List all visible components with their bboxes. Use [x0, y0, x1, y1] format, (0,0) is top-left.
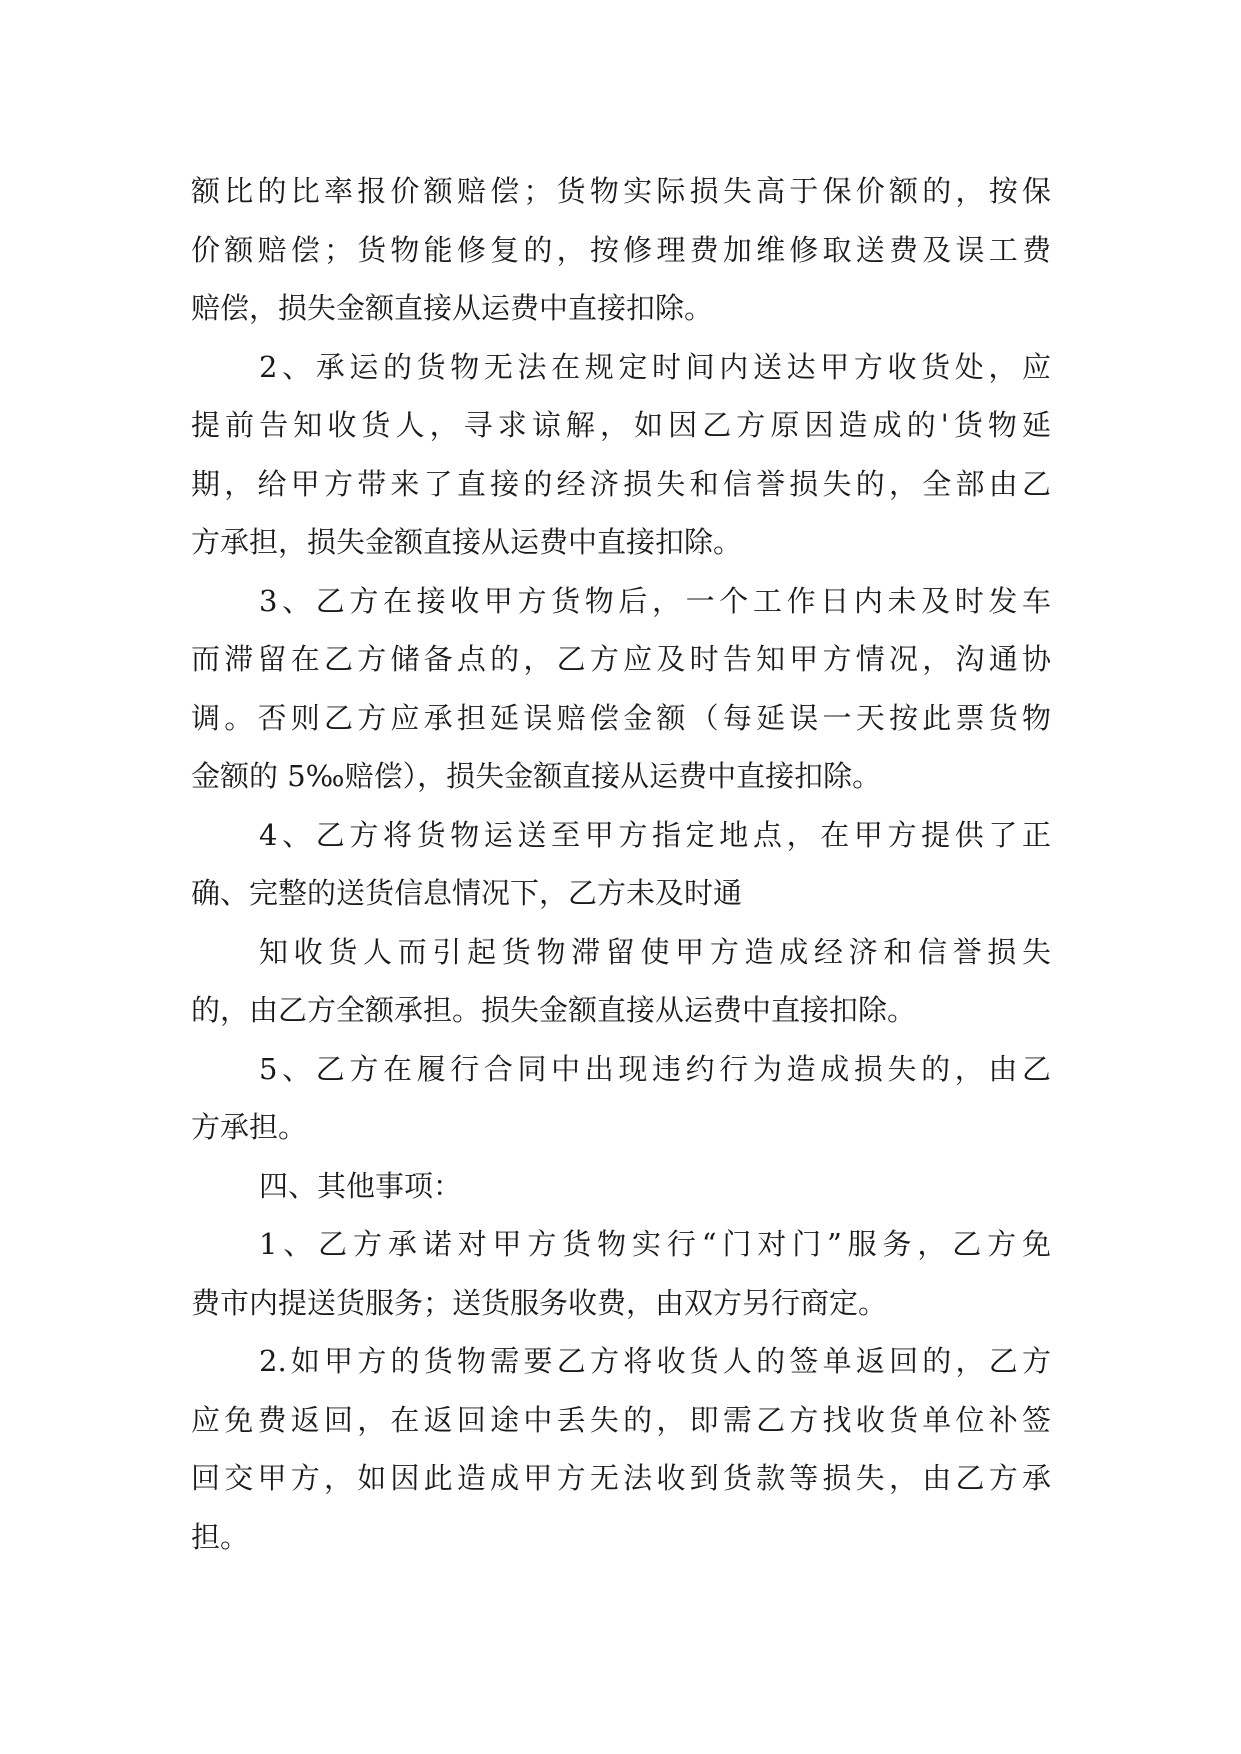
text-line: 方承担。: [191, 1110, 308, 1144]
para-clause-2-delay: [191, 338, 1051, 572]
para-clause-4-delivery: [191, 806, 1051, 923]
text-line: 担。: [191, 1519, 250, 1554]
text-line: 2、承运的货物无法在规定时间内送达甲方收货处，应: [259, 349, 1051, 384]
document-body: [191, 162, 1051, 1566]
para-compensation-tail: [191, 162, 1051, 338]
text-line: 确、完整的送货信息情况下，乙方未及时通: [191, 876, 743, 910]
text-line: 2.如甲方的货物需要乙方将收货人的签单返回的，乙方: [259, 1344, 1051, 1378]
text-line: 知收货人而引起货物滞留使甲方造成经济和信誉损失: [259, 934, 1051, 969]
para-clause-5-breach: [191, 1040, 1051, 1157]
text-line: 3、乙方在接收甲方货物后，一个工作日内未及时发车: [259, 583, 1051, 618]
text-line: 的，由乙方全额承担。损失金额直接从运费中直接扣除。: [191, 993, 917, 1027]
para-clause-4-continued: [191, 923, 1051, 1040]
text-line: 方承担，损失金额直接从运费中直接扣除。: [191, 525, 743, 559]
para-clause-3-departure: [191, 572, 1051, 806]
text-line: 期，给甲方带来了直接的经济损失和信誉损失的，全部由乙: [191, 466, 1051, 501]
text-line: 提前告知收货人，寻求谅解，如因乙方原因造成的'货物延: [191, 408, 1051, 442]
text-line: 调。否则乙方应承担延误赔偿金额（每延误一天按此票货物: [191, 700, 1051, 735]
text-line: 回交甲方，如因此造成甲方无法收到货款等损失，由乙方承: [191, 1461, 1051, 1495]
text-line: 赔偿，损失金额直接从运费中直接扣除。: [191, 291, 714, 325]
text-line: 四、其他事项：: [259, 1168, 463, 1203]
text-line: 4、乙方将货物运送至甲方指定地点，在甲方提供了正: [259, 817, 1051, 852]
text-line: 费市内提送货服务；送货服务收费，由双方另行商定。: [191, 1285, 888, 1320]
text-line: 5、乙方在履行合同中出现违约行为造成损失的，由乙: [259, 1051, 1051, 1086]
text-line: 价额赔偿；货物能修复的，按修理费加维修取送费及误工费: [191, 232, 1051, 267]
text-line: 金额的 5‰赔偿），损失金额直接从运费中直接扣除。: [191, 759, 882, 793]
text-line: 而滞留在乙方储备点的，乙方应及时告知甲方情况，沟通协: [191, 642, 1051, 676]
para-other-1-door-to-door: [191, 1215, 1051, 1332]
text-line: 1、乙方承诺对甲方货物实行“门对门”服务，乙方免: [259, 1227, 1051, 1261]
text-line: 应免费返回，在返回途中丢失的，即需乙方找收货单位补签: [191, 1402, 1051, 1437]
text-line: 额比的比率报价额赔偿；货物实际损失高于保价额的，按保: [191, 174, 1051, 208]
section-heading-other-matters: [191, 1157, 1051, 1216]
para-other-2-receipt-return: [191, 1332, 1051, 1566]
